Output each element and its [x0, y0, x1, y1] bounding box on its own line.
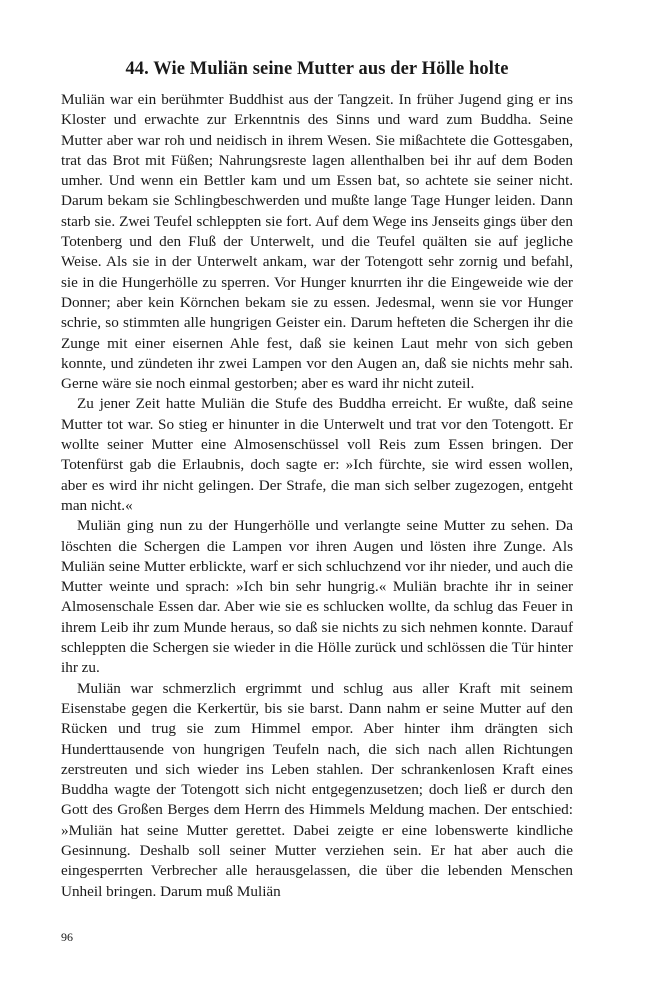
paragraph-1: Muliän war ein berühmter Buddhist aus der Tangzeit. In früher Jugend ging er ins Kloster und erwachte zur Erkenntnis des Sinns und ward zum Buddha. Seine Mutter aber war roh und neidisch in ihrem Wesen. Sie mißachtete die Gottesgaben, trat das Brot mit Füßen; Nahrungsreste lagen allenthalben bei ihr auf dem Boden umher. Und wenn ein Bettler kam und um Essen bat, so achtete sie seiner nicht. Darum bekam sie Schlingbeschwerden und mußte lange Tage Hunger leiden. Dann starb sie. Zwei Teufel schleppten sie fort. Auf dem Wege ins Jenseits gings über den Totenberg und den Fluß der Unterwelt, und die Teufel quälten sie auf jegliche Weise. Als sie in der Unterwelt ankam, war der Totengott sehr zornig und befahl, sie in die Hungerhölle zu sperren. Vor Hunger knurrten ihr die Eingeweide wie der Donner; aber kein Körnchen bekam sie zu essen. Jedesmal, wenn sie vor Hunger schrie, so stimmten alle hungrigen Geister ein. Darum hefteten die Schergen ihr die Zunge mit einer eisernen Ahle fest, daß sie keinen Laut mehr von sich geben konnte, und zündeten ihr zwei Lampen vor den Augen an, daß sie nichts mehr sah. Gerne wäre sie noch einmal gestorben; aber es ward ihr nicht zuteil. [61, 91, 573, 393]
page-number: 96 [61, 930, 73, 944]
chapter-title: 44. Wie Muliän seine Mutter aus der Hölle holte [125, 59, 509, 79]
paragraph-4: Muliän war schmerzlich ergrimmt und schlug aus aller Kraft mit seinem Eisenstabe gegen die Kerkertür, bis sie barst. Dann nahm er seine Mutter auf den Rücken und trug sie zum Himmel empor. Aber hinter ihm drängten sich Hunderttausende von hungrigen Teufeln nach, die sich nach allen Richtungen zerstreuten und sich wieder ins Leben stahlen. Der schrankenlosen Kraft eines Buddha wagte der Totengott sich nicht entgegenzusetzen; doch ließ er durch den Gott des Großen Berges dem Herrn des Himmels Meldung machen. Der entschied: »Muliän hat seine Mutter gerettet. Dabei zeigte er eine lobenswerte kindliche Gesinnung. Deshalb soll seiner Mutter verziehen sein. Er hat aber auch die eingesperrten Verbrecher alle herausgelassen, die über die lebenden Menschen Unheil bringen. Darum muß Muliän [61, 679, 573, 900]
paragraph-3: Muliän ging nun zu der Hungerhölle und verlangte seine Mutter zu sehen. Da löschten die Schergen die Lampen vor ihren Augen und lösten ihre Zunge. Als Muliän seine Mutter erblickte, warf er sich schluchzend vor ihr nieder, und auch die Mutter weinte und sprach: »Ich bin sehr hungrig.« Muliän brachte ihr in seiner Almosenschale Essen dar. Aber wie sie es schlucken wollte, da schlug das Feuer in ihrem Leib ihr zum Munde heraus, so daß sie nichts zu sich nehmen konnte. Darauf schleppten die Schergen sie wieder in die Hölle zurück und schlössen die Tür hinter ihr zu. [61, 517, 573, 677]
paragraph-2: Zu jener Zeit hatte Muliän die Stufe des Buddha erreicht. Er wußte, daß seine Mutter tot war. So stieg er hinunter in die Unterwelt und trat vor den Totengott. Er wollte seiner Mutter eine Almosenschüssel voll Reis zum Essen bringen. Der Totenfürst gab die Erlaubnis, doch sagte er: »Ich fürchte, sie wird essen wollen, aber es wird ihr nicht gelingen. Der Strafe, die man sich selber zugezogen, entgeht man nicht.« [61, 395, 573, 514]
book-page [61, 56, 573, 902]
